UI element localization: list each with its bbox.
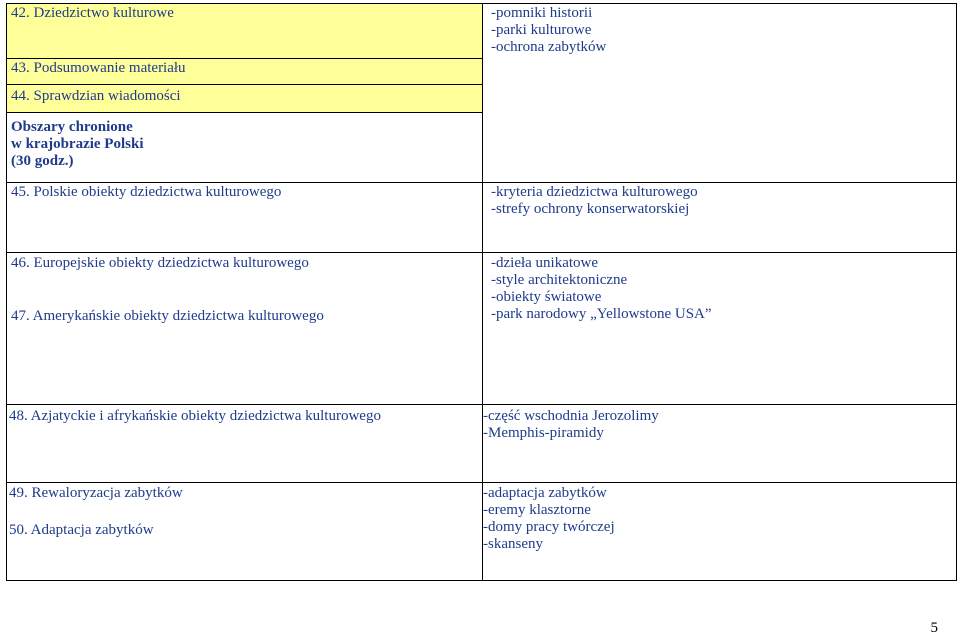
content-text: -adaptacja zabytków: [483, 485, 607, 501]
topic-cell: [7, 85, 483, 113]
topic-cell: [7, 483, 483, 581]
content-text: -obiekty światowe: [491, 289, 602, 305]
topic-text: 44. Sprawdzian wiadomości: [11, 88, 181, 104]
content-text: -strefy ochrony konserwatorskiej: [491, 201, 690, 217]
topic-text: 46. Europejskie obiekty dziedzictwa kulturowego: [11, 255, 309, 271]
topic-cell: [7, 183, 483, 253]
section-title: w krajobrazie Polski: [11, 136, 144, 152]
content-text: -kryteria dziedzictwa kulturowego: [491, 184, 698, 200]
content-cell: [483, 183, 957, 253]
content-cell: [483, 253, 957, 405]
content-text: -dzieła unikatowe: [491, 255, 599, 271]
topic-text: 43. Podsumowanie materiału: [11, 60, 186, 76]
table-row: [7, 483, 957, 581]
curriculum-table: [6, 3, 957, 581]
content-text: -ochrona zabytków: [491, 39, 607, 55]
table-row: [7, 405, 957, 483]
content-text: -Memphis-piramidy: [483, 425, 604, 441]
content-cell: [483, 4, 957, 183]
topic-text: 49. Rewaloryzacja zabytków: [9, 485, 183, 501]
section-header-cell: [7, 113, 483, 183]
topic-cell: [7, 405, 483, 483]
section-hours: (30 godz.): [11, 153, 74, 169]
topic-text: 50. Adaptacja zabytków: [9, 522, 154, 538]
content-text: -część wschodnia Jerozolimy: [483, 408, 659, 424]
content-text: -eremy klasztorne: [483, 502, 591, 518]
content-text: -park narodowy „Yellowstone USA”: [491, 306, 712, 322]
page-number: 5: [930, 620, 938, 636]
table-row: [7, 183, 957, 253]
topic-text: 42. Dziedzictwo kulturowe: [11, 5, 174, 21]
topic-text: 45. Polskie obiekty dziedzictwa kulturowego: [11, 184, 282, 200]
content-text: -domy pracy twórczej: [483, 519, 615, 535]
table-row: [7, 4, 957, 59]
topic-cell: [7, 59, 483, 85]
content-cell: [483, 405, 957, 483]
table-row: [7, 253, 957, 405]
topic-cell: [7, 253, 483, 405]
content-text: -parki kulturowe: [491, 22, 592, 38]
content-text: -skanseny: [483, 536, 543, 552]
content-text: -style architektoniczne: [491, 272, 628, 288]
topic-text: 48. Azjatyckie i afrykańskie obiekty dziedzictwa kulturowego: [9, 408, 381, 424]
topic-cell: [7, 4, 483, 59]
content-cell: [483, 483, 957, 581]
content-text: -pomniki historii: [491, 5, 593, 21]
topic-text: 47. Amerykańskie obiekty dziedzictwa kulturowego: [11, 308, 324, 324]
section-title: Obszary chronione: [11, 119, 133, 135]
